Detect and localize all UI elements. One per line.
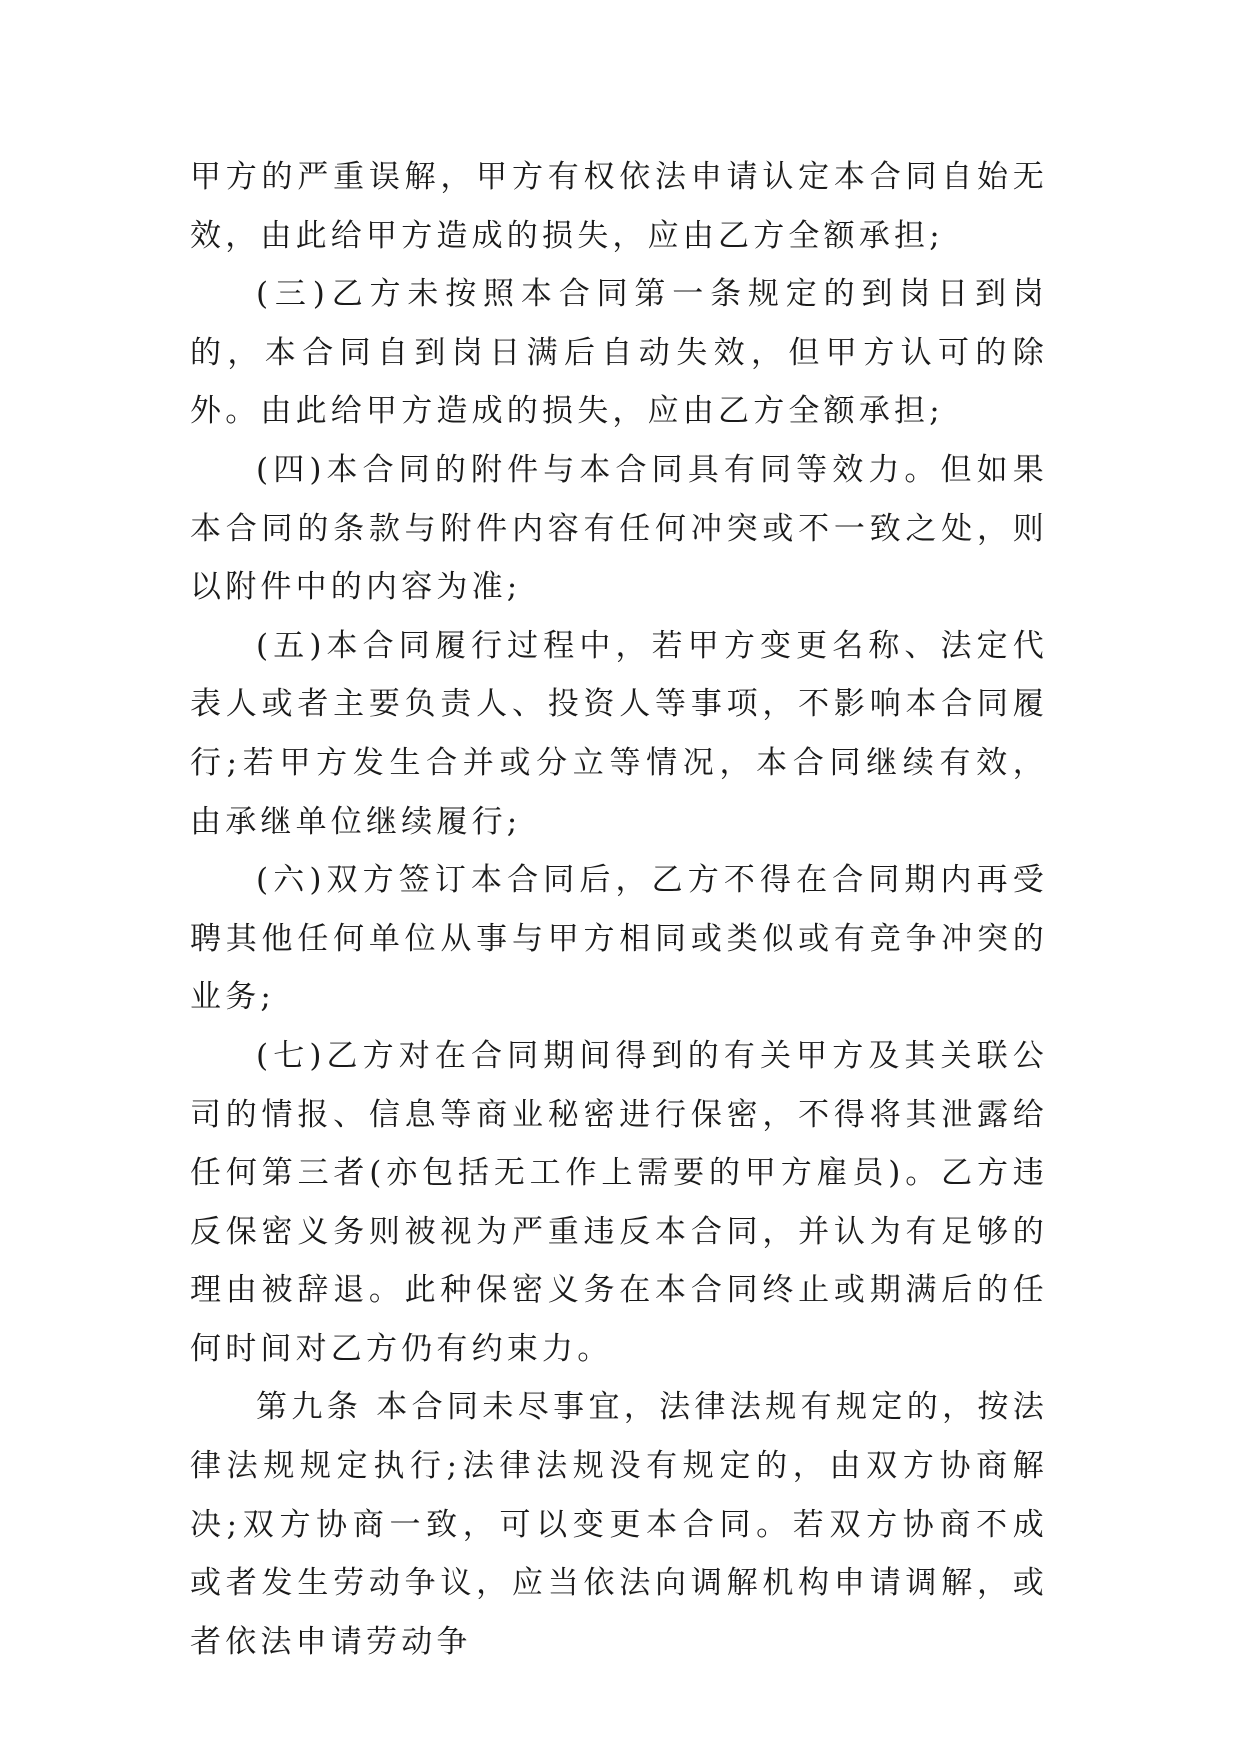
paragraph-item-7: (七)乙方对在合同期间得到的有关甲方及其关联公司的情报、信息等商业秘密进行保密，不得将其泄露给任何第三者(亦包括无工作上需要的甲方雇员)。乙方违反保密义务则被视为严重违反本合同，并认为有足够的理由被辞退。此种保密义务在本合同终止或期满后的任何时间对乙方仍有约束力。 <box>190 1037 1048 1367</box>
paragraph-continuation: 甲方的严重误解，甲方有权依法申请认定本合同自始无效，由此给甲方造成的损失，应由乙方全额承担; <box>190 159 1048 254</box>
paragraph-item-5: (五)本合同履行过程中，若甲方变更名称、法定代表人或者主要负责人、投资人等事项，不影响本合同履行;若甲方发生合并或分立等情况，本合同继续有效，由承继单位继续履行; <box>190 627 1048 840</box>
paragraph-article-9: 第九条 本合同未尽事宜，法律法规有规定的，按法律法规规定执行;法律法规没有规定的，由双方协商解决;双方协商一致，可以变更本合同。若双方协商不成或者发生劳动争议，应当依法向调解机构申请调解，或者依法申请劳动争 <box>190 1389 1048 1660</box>
document-page <box>190 148 1048 1671</box>
paragraph-item-3: (三)乙方未按照本合同第一条规定的到岗日到岗的，本合同自到岗日满后自动失效，但甲方认可的除外。由此给甲方造成的损失，应由乙方全额承担; <box>190 276 1048 430</box>
paragraph-item-6: (六)双方签订本合同后，乙方不得在合同期内再受聘其他任何单位从事与甲方相同或类似或有竞争冲突的业务; <box>190 862 1048 1016</box>
paragraph-item-4: (四)本合同的附件与本合同具有同等效力。但如果本合同的条款与附件内容有任何冲突或不一致之处，则以附件中的内容为准; <box>190 451 1048 606</box>
